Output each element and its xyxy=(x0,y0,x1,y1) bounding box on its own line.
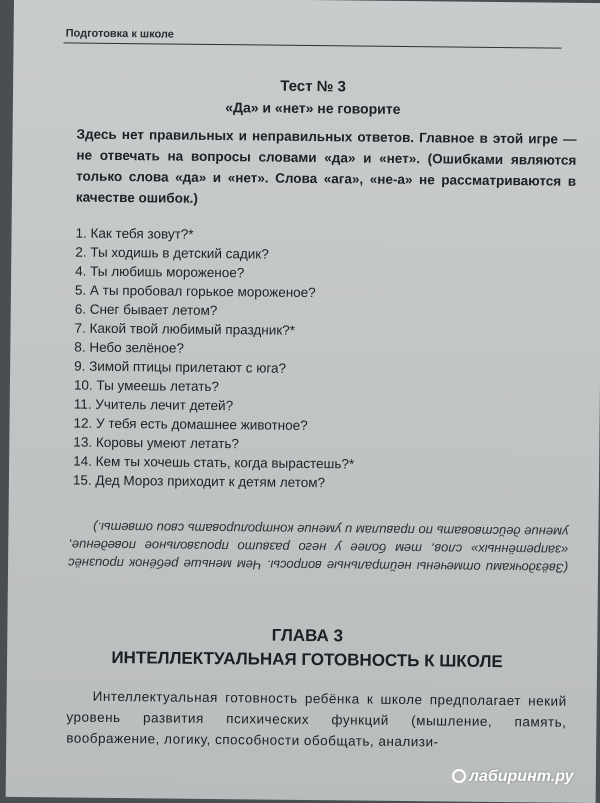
running-head: Подготовка к школе xyxy=(66,27,174,40)
mirrored-footnote: (Звёздочками отмечены нейтральные вопросы. Чем меньше ребёнок произнёс «запретённых» слов, тем более у него развито произвольное поведение, умение действовать по правилам и умение контролировать свои ответы.) xyxy=(68,518,569,577)
question-item: 4. Ты любишь мороженое? xyxy=(75,262,545,286)
question-item: 7. Какой твой любимый праздник?* xyxy=(74,319,544,343)
question-item: 9. Зимой птицы прилетают с юга? xyxy=(74,357,544,381)
question-list xyxy=(73,224,546,495)
test-subtitle: «Да» и «нет» не говорите xyxy=(13,97,600,119)
question-item: 11. Учитель лечит детей? xyxy=(74,395,544,419)
test-intro-text: Здесь нет правильных и неправильных ответов. Главное в этой игре — не отвечать на вопросы словами «да» и «нет». (Ошибками являются только слова «да» и «нет». Слова «ага», «не-а» не рассматриваются в качестве ошибок.) xyxy=(76,124,577,213)
question-item: 15. Дед Мороз приходит к детям летом? xyxy=(73,471,543,495)
test-title: Тест № 3 xyxy=(13,75,600,98)
chapter-number: ГЛАВА 3 xyxy=(7,623,600,649)
question-item: 12. У тебя есть домашнее животное? xyxy=(73,414,543,438)
chapter-body-text: Интеллектуальная готовность ребёнка к школе предполагает некий уровень развития психических функций (мышление, память, воображение, логику, способности обобщать, анализи- xyxy=(66,689,567,750)
question-item: 10. Ты умеешь летать? xyxy=(74,376,544,400)
test-intro xyxy=(76,124,577,213)
question-item: 5. А ты пробовал горькое мороженое? xyxy=(75,281,545,305)
book-page xyxy=(6,0,600,803)
watermark xyxy=(452,768,573,786)
header-rule xyxy=(64,42,562,48)
chapter-title: ИНТЕЛЛЕКТУАЛЬНАЯ ГОТОВНОСТЬ К ШКОЛЕ xyxy=(7,647,600,673)
question-item: 8. Небо зелёное? xyxy=(74,338,544,362)
watermark-text: лабиринт.ру xyxy=(469,768,573,785)
labirint-logo-icon xyxy=(452,769,466,783)
chapter-body xyxy=(66,686,567,754)
question-item: 13. Коровы умеют летать? xyxy=(73,433,543,457)
question-item: 6. Снег бывает летом? xyxy=(75,300,545,324)
question-item: 14. Кем ты хочешь стать, когда вырастешь?* xyxy=(73,452,543,476)
question-item: 1. Как тебя зовут?* xyxy=(75,224,545,248)
question-item: 2. Ты ходишь в детский садик? xyxy=(75,243,545,267)
